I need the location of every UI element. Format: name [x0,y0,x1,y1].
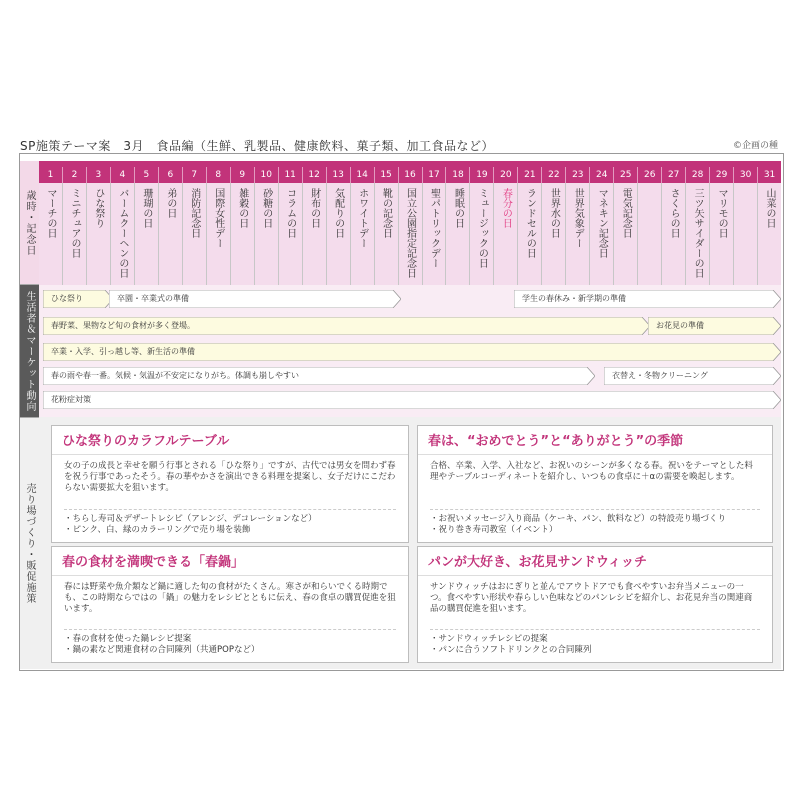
day-cell: 18 [446,167,470,183]
day-cell: 17 [423,167,447,183]
day-cell: 1 [39,167,63,183]
market-label: 花粉症対策 [51,395,91,404]
observance-label: マーチの日 [44,188,56,238]
observance-cell [375,183,399,285]
observance-cell [542,183,566,285]
observance-label: ランドセルの日 [524,188,536,258]
observance-cell [590,183,614,285]
promo-card [51,546,409,663]
day-cell: 31 [763,170,776,180]
observance-cell [87,183,111,285]
day-cell: 28 [686,167,710,183]
market-arrow [43,317,650,335]
observance-cell [327,183,351,285]
observance-label: 靴の記念日 [380,188,392,238]
observance-label: マネキン記念日 [596,188,608,258]
day-cell: 14 [351,167,375,183]
day-cell: 7 [183,167,207,183]
promo-card-title: 春の食材を満喫できる「春鍋」 [52,547,408,576]
market-arrow [514,290,781,308]
observance-label: 三ツ矢サイダーの日 [692,188,704,278]
day-cell: 27 [662,167,686,183]
sales-promo-area [39,417,781,669]
observance-label: 山菜の日 [764,188,776,228]
side-label-market: 生活者＆マーケット動向 [20,285,39,417]
market-arrow [43,391,781,409]
observance-cell [135,183,159,285]
promo-card [417,425,773,543]
observance-label: マリモの日 [716,188,728,238]
market-arrow [648,317,781,335]
market-label: 学生の春休み・新学期の準備 [522,294,626,303]
observance-cell [494,183,518,285]
market-label: ひな祭り [51,294,83,303]
observance-cell [758,183,781,285]
side-label-observances: 歳時・記念日 [20,161,39,285]
observance-cell [255,183,279,285]
observance-label: 電気記念日 [620,188,632,238]
promo-card-body: 女の子の成長と幸せを願う行事とされる「ひな祭り」ですが、古代では男女を問わず春を祝う行事であったそう。春の華やかさを演出できる料理を提案し、女子だけにこだわらない需要拡大を狙います。 [64,461,396,493]
observance-label: 弟の日 [164,188,176,218]
day-cell: 9 [231,167,255,183]
market-label: 春の雨や春一番。気候・気温が不安定になりがち。体調も崩しやすい [51,371,299,380]
observance-label: 国際女性デー [212,188,224,248]
market-label: 春野菜、果物など旬の食材が多く登場。 [51,321,195,330]
promo-card-bullets [64,509,396,536]
observances-grid [39,183,781,286]
observance-cell [662,183,686,285]
market-label: お花見の準備 [656,321,704,330]
market-arrow [43,367,595,385]
day-cell: 4 [111,167,135,183]
day-cell: 2 [63,167,87,183]
observance-label: 国立公園指定記念日 [404,188,416,278]
observance-label: 世界気象デー [572,188,584,248]
bullet-item: ・サンドウィッチレシピの提案 [430,634,548,644]
observance-label: 財布の日 [308,188,320,228]
market-arrow [43,343,781,361]
observance-label: 気配りの日 [332,188,344,238]
promo-card-body: 春には野菜や魚介類など鍋に適した旬の食材がたくさん。寒さが和らいでくる時期でも、この時期ならではの「鍋」の魅力をレシピとともに伝え、春の食卓の購買促進を狙います。 [64,582,396,614]
observance-label: さくらの日 [668,188,680,238]
observance-cell [63,183,87,285]
observance-label: コラムの日 [284,188,296,238]
day-cell: 22 [542,167,566,183]
promo-card-body: 合格、卒業、入学、入社など、お祝いのシーンが多くなる春。祝いをテーマとした料理やテーブルコーディネートを紹介し、いつもの食卓に＋αの需要を喚起します。 [430,461,753,482]
day-cell: 20 [494,167,518,183]
promo-card-title: 春は、“おめでとう”と“ありがとう”の季節 [418,426,772,455]
market-label: 衣替え・冬物クリーニング [612,371,708,380]
observance-cell [710,183,734,285]
observance-label: バームクーヘンの日 [116,188,128,278]
promo-card [417,546,773,663]
market-arrow [109,290,401,308]
observance-label: ミュージックの日 [476,188,488,268]
market-label: 卒園・卒業式の準備 [117,294,189,303]
observance-cell [423,183,447,285]
day-cell: 6 [159,167,183,183]
day-cell: 25 [614,167,638,183]
side-label-sales: 売り場づくり・販促施策 [20,417,39,669]
day-cell: 13 [327,167,351,183]
observance-label: ミニチュアの日 [68,188,80,258]
day-cell: 8 [207,167,231,183]
day-header-row [39,167,781,183]
bullet-item: ・鍋の素など関連食材の合同陳列（共通POPなど） [64,645,260,655]
promo-card-body: サンドウィッチはおにぎりと並んでアウトドアでも食べやすいお弁当メニューの一つ。食べやすい形状や春らしい色味などのパンレシピを紹介し、お花見弁当の関連商品の購買促進を狙います。 [430,582,753,614]
promo-card-title: ひな祭りのカラフルテーブル [52,426,408,455]
observance-label: 砂糖の日 [260,188,272,228]
bullet-item: ・ピンク、白、緑のカラーリングで売り場を装飾 [64,525,251,535]
day-cell: 23 [566,167,590,183]
copyright: ©企画の種 [732,141,778,151]
page-title: SP施策テーマ案 3月 食品編（生鮮、乳製品、健康飲料、菓子類、加工食品など） [20,139,494,153]
market-label: 卒業・入学、引っ越し等、新生活の準備 [51,347,195,356]
day-cell: 3 [87,167,111,183]
observance-cell [734,183,758,285]
market-arrow [43,290,113,308]
observance-label: 雑穀の日 [236,188,248,228]
observance-label: 聖パトリックデー [428,188,440,268]
observance-cell [638,183,662,285]
observance-label: ひな祭り [92,188,104,228]
observance-cell [614,183,638,285]
observance-cell [39,183,63,285]
observance-cell [470,183,494,285]
observance-cell [231,183,255,285]
observance-cell [518,183,542,285]
observance-cell [351,183,375,285]
promo-card-bullets [430,629,760,656]
observance-label: 睡眠の日 [452,188,464,228]
day-cell: 30 [734,167,758,183]
observance-cell [446,183,470,285]
observance-cell [183,183,207,285]
day-cell: 12 [303,167,327,183]
promo-card-bullets [430,509,760,536]
observance-label: 世界水の日 [548,188,560,238]
observance-label: ホワイトデー [356,188,368,248]
observance-cell [207,183,231,285]
market-arrow [604,367,781,385]
promo-card-title: パンが大好き、お花見サンドウィッチ [418,547,772,576]
day-cell: 15 [375,167,399,183]
day-cell: 11 [279,167,303,183]
day-cell: 24 [590,167,614,183]
observance-label: 珊瑚の日 [140,188,152,228]
observance-cell [303,183,327,285]
promo-card [51,425,409,543]
market-trends-area [39,285,781,417]
bullet-item: ・ちらし寿司＆デザートレシピ（アレンジ、デコレーションなど） [64,514,317,524]
day-cell: 21 [518,167,542,183]
bullet-item: ・パンに合うソフトドリンクとの合同陳列 [430,645,592,655]
day-cell: 10 [255,167,279,183]
observance-label: 消防記念日 [188,188,200,238]
observance-cell [111,183,135,285]
day-cell: 26 [638,167,662,183]
observance-cell [686,183,710,285]
bullet-item: ・お祝いメッセージ入り商品（ケーキ、パン、飲料など）の特設売り場づくり [430,514,726,524]
observance-cell [566,183,590,285]
day-cell: 29 [710,167,734,183]
day-cell: 16 [399,167,423,183]
bullet-item: ・春の食材を使った鍋レシピ提案 [64,634,192,644]
bullet-item: ・祝り巻き寿司教室（イベント） [430,525,558,535]
observance-cell [159,183,183,285]
promo-card-bullets [64,629,396,656]
observance-cell [399,183,423,285]
observance-label: 春分の日 [500,188,512,228]
observance-cell [279,183,303,285]
day-cell: 5 [135,167,159,183]
day-cell: 19 [470,167,494,183]
